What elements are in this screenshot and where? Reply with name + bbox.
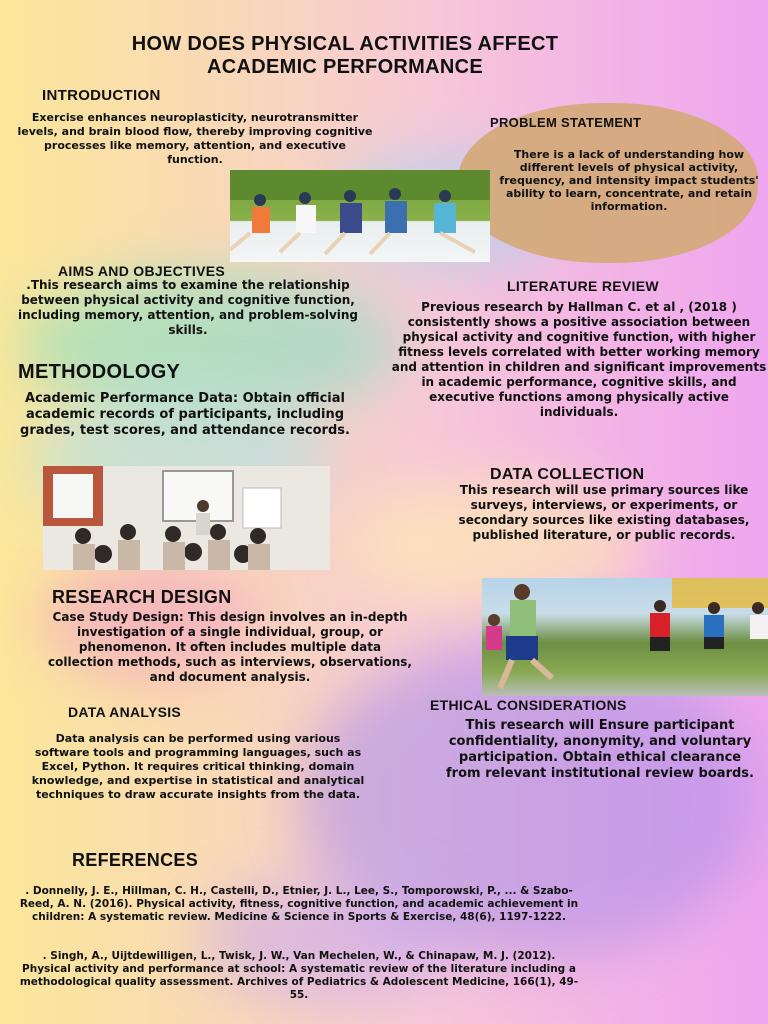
aims-heading: AIMS AND OBJECTIVES	[58, 263, 225, 279]
title-line-2: ACADEMIC PERFORMANCE	[207, 56, 483, 78]
data-analysis-text: Data analysis can be performed using various software tools and programming languages, such as Excel, Python. It requires critical thinking, domain knowledge, and expertise in statistical and analytical techniques to draw accurate insights from the data.	[31, 732, 365, 801]
classroom-illustration	[43, 466, 330, 570]
methodology-text: Academic Performance Data: Obtain official academic records of participants, including grades, test scores, and attendance records.	[20, 391, 350, 438]
research-design-text: Case Study Design: This design involves an in-depth investigation of a single individual, group, or phenomenon. It often includes multiple data collection methods, such as interviews, observations, and document analysis.	[47, 610, 412, 684]
runners-photo	[482, 578, 768, 696]
references-heading: REFERENCES	[72, 850, 199, 870]
reference-1: . Donnelly, J. E., Hillman, C. H., Castelli, D., Etnier, J. L., Lee, S., Tomporowski, P., ... & Szabo-Reed, A. N. (2016). Physical activity, fitness, cognitive function, and academic achievement in children: A systematic review. Medicine & Science in Sports & Exercise, 48(6), 1197-1222.	[19, 885, 579, 923]
data-collection-text: This research will use primary sources like surveys, interviews, or experiments, or secondary sources like existing databases, published literature, or public records.	[458, 483, 750, 542]
introduction-heading: INTRODUCTION	[42, 87, 161, 104]
research-design-heading: RESEARCH DESIGN	[52, 587, 232, 607]
data-analysis-heading: DATA ANALYSIS	[68, 704, 182, 720]
introduction-text: Exercise enhances neuroplasticity, neurotransmitter levels, and brain blood flow, thereby improving cognitive processes like memory, attention, and executive function.	[17, 111, 373, 166]
aims-text: .This research aims to examine the relationship between physical activity and cognitive function, including memory, attention, and problem-solving skills.	[17, 278, 359, 337]
poster-title	[0, 33, 690, 79]
runners-illustration	[482, 578, 768, 696]
stretching-group-illustration	[230, 170, 490, 262]
reference-2: . Singh, A., Uijtdewilligen, L., Twisk, J. W., Van Mechelen, W., & Chinapaw, M. J. (2012). Physical activity and performance at school: A systematic review of the literature including a methodological quality assessment. Archives of Pediatrics & Adolescent Medicine, 166(1), 49-55.	[19, 950, 579, 1001]
methodology-heading: METHODOLOGY	[18, 361, 181, 383]
literature-review-heading: LITERATURE REVIEW	[507, 278, 659, 294]
ethical-heading: ETHICAL CONSIDERATIONS	[430, 697, 627, 713]
problem-statement-heading: PROBLEM STATEMENT	[490, 115, 642, 130]
stretching-group-photo	[230, 170, 490, 262]
problem-statement-text: There is a lack of understanding how different levels of physical activity, frequency, and intensity impact students' ability to learn, concentrate, and retain information.	[499, 148, 759, 213]
title-line-1: HOW DOES PHYSICAL ACTIVITIES AFFECT	[131, 33, 559, 55]
classroom-photo	[43, 466, 330, 570]
literature-review-text: Previous research by Hallman C. et al , (2018 ) consistently shows a positive association between physical activity and cognitive function, with higher fitness levels correlated with better working memory and attention in children and significant improvements in academic performance, cognitive skills, and executive functions among physically active individuals.	[391, 300, 767, 419]
ethical-text: This research will Ensure participant confidentiality, anonymity, and voluntary participation. Obtain ethical clearance from relevant institutional review boards.	[446, 718, 754, 781]
data-collection-heading: DATA COLLECTION	[490, 466, 645, 483]
